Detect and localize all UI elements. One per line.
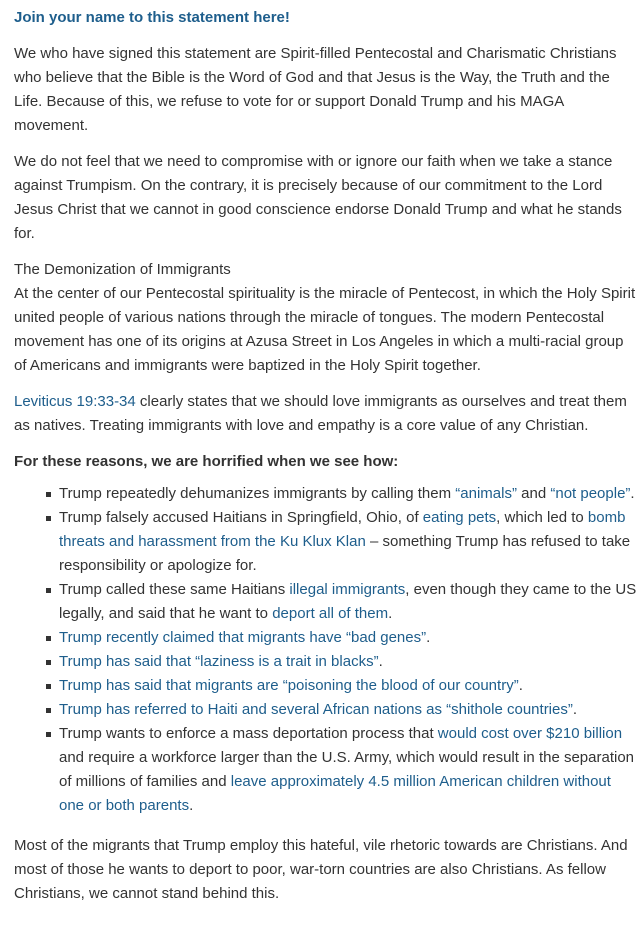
item-text: . — [630, 485, 635, 502]
item-text: and require a workforce larger than the U.S. Army, which would result in the separation of millions of families and — [59, 749, 635, 790]
item-text: . — [388, 605, 393, 622]
list-item — [59, 506, 639, 578]
item-text: . — [518, 677, 523, 694]
leviticus-text: clearly states that we should love immigrants as ourselves and treat them as natives. Treating immigrants with love and empathy is a core value of any Christian. — [14, 393, 627, 434]
list-item — [59, 578, 639, 626]
deport-all-link[interactable]: deport all of them — [272, 605, 389, 622]
bad-genes-link[interactable]: Trump recently claimed that migrants have “bad genes” — [59, 629, 427, 646]
laziness-link[interactable]: Trump has said that “laziness is a trait in blacks” — [59, 653, 379, 670]
item-text: Trump falsely accused Haitians in Springfield, Ohio, of — [59, 509, 423, 526]
poisoning-blood-link[interactable]: Trump has said that migrants are “poisoning the blood of our country” — [59, 677, 519, 694]
demonization-section — [14, 258, 639, 378]
statement-article — [0, 6, 641, 906]
item-text: , even though they came to the US legally, and said that he want to — [59, 581, 637, 622]
item-text: Trump wants to enforce a mass deportation process that — [59, 725, 438, 742]
leviticus-link[interactable]: Leviticus 19:33-34 — [14, 393, 136, 410]
closing-paragraph: Most of the migrants that Trump employ this hateful, vile rhetoric towards are Christians. And most of those he wants to deport to poor, war-torn countries are also Christians. As fellow Christians, we cannot stand behind this. — [14, 837, 628, 902]
illegal-immigrants-link[interactable]: illegal immigrants — [289, 581, 406, 598]
bullet-marker — [46, 684, 51, 689]
item-text: and — [516, 485, 551, 502]
list-item — [59, 674, 639, 698]
list-item — [59, 698, 639, 722]
bullet-marker — [46, 708, 51, 713]
faith-paragraph: We do not feel that we need to compromise with or ignore our faith when we take a stance against Trumpism. On the contrary, it is precisely because of our commitment to the Lord Jesus Christ that we cannot in good conscience endorse Donald Trump and what he stands for. — [14, 153, 622, 242]
item-text: Trump called these same Haitians — [59, 581, 290, 598]
not-people-link[interactable]: “not people” — [550, 485, 631, 502]
item-text: . — [378, 653, 383, 670]
bullet-marker — [46, 660, 51, 665]
item-text: . — [189, 797, 194, 814]
bullet-marker — [46, 636, 51, 641]
pentecost-paragraph: At the center of our Pentecostal spirituality is the miracle of Pentecost, in which the Holy Spirit united people of various nations through the miracle of tongues. The modern Pentecostal movement has one of its origins at Azusa Street in Los Angeles in which a multi-racial group of Americans and immigrants were baptized in the Holy Spirit together. — [14, 285, 636, 374]
intro-paragraph: We who have signed this statement are Spirit-filled Pentecostal and Charismatic Christians who believe that the Bible is the Word of God and that Jesus is the Way, the Truth and the Life. Because of this, we refuse to vote for or support Donald Trump and his MAGA movement. — [14, 45, 617, 134]
list-item — [59, 722, 639, 818]
bullet-marker — [46, 516, 51, 521]
deportation-cost-link[interactable]: would cost over $210 billion — [437, 725, 623, 742]
shithole-countries-link[interactable]: Trump has referred to Haiti and several African nations as “shithole countries” — [59, 701, 573, 718]
bullet-marker — [46, 492, 51, 497]
item-text: , which led to — [496, 509, 588, 526]
bullet-marker — [46, 732, 51, 737]
list-item — [59, 650, 639, 674]
join-statement-link[interactable]: Join your name to this statement here! — [14, 9, 290, 26]
list-item — [59, 482, 639, 506]
section-heading: The Demonization of Immigrants — [14, 261, 231, 278]
item-text: . — [426, 629, 431, 646]
reasons-heading: For these reasons, we are horrified when we see how: — [14, 453, 399, 470]
list-item — [59, 626, 639, 650]
animals-link[interactable]: “animals” — [455, 485, 517, 502]
eating-pets-link[interactable]: eating pets — [422, 509, 497, 526]
bomb-threats-link[interactable]: bomb threats and harassment from the Ku Klux Klan — [59, 509, 626, 550]
children-without-parents-link[interactable]: leave approximately 4.5 million American children without one or both parents — [59, 773, 611, 814]
item-text: – something Trump has refused to take responsibility or apologize for. — [59, 533, 631, 574]
reasons-list — [14, 482, 639, 818]
leviticus-paragraph — [14, 390, 639, 438]
item-text: . — [572, 701, 578, 718]
bullet-marker — [46, 588, 51, 593]
item-text: Trump repeatedly dehumanizes immigrants by calling them — [59, 485, 456, 502]
